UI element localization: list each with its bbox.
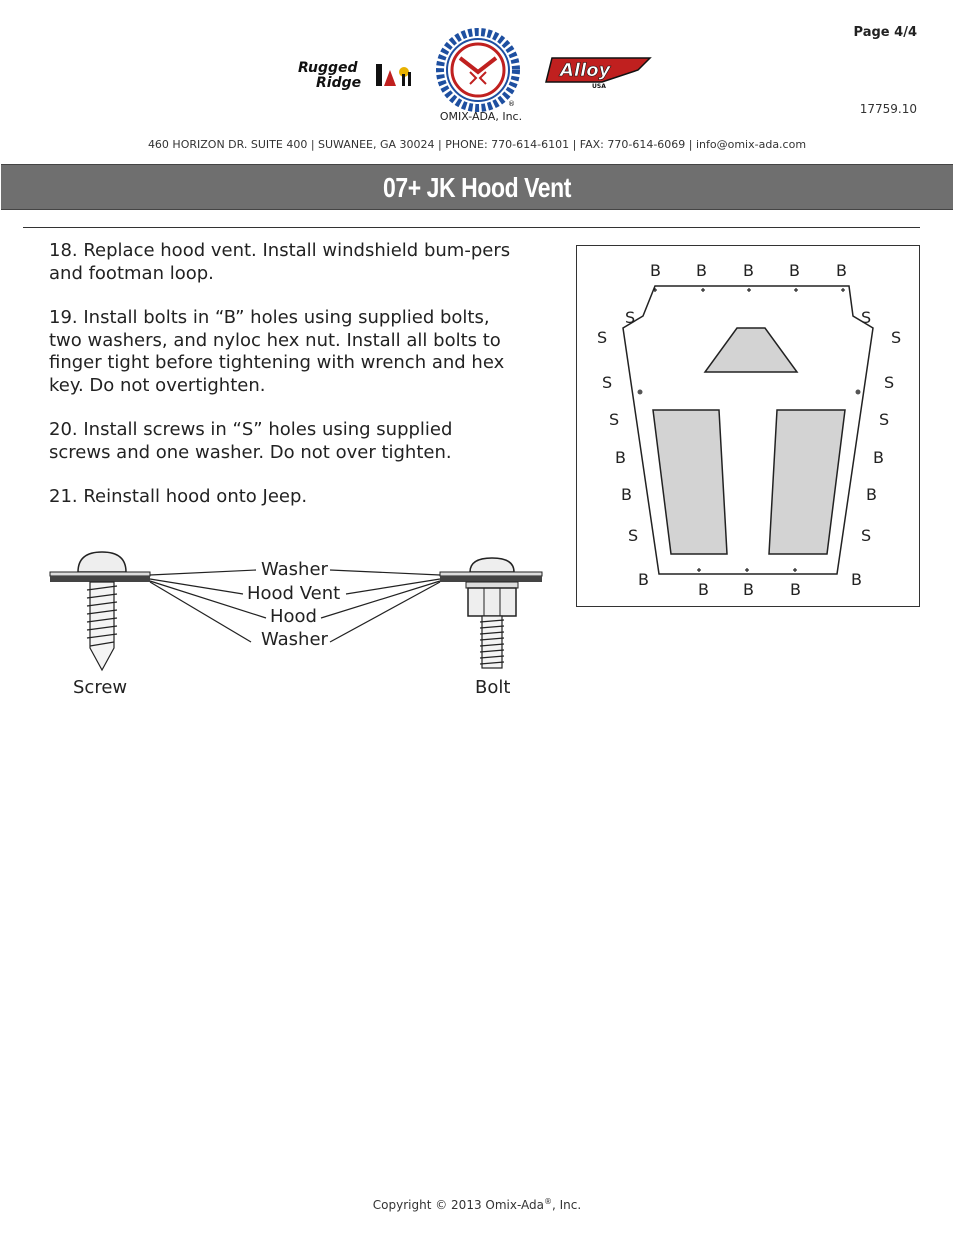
screw-hole-label: S xyxy=(628,526,639,545)
step-19: 19. Install bolts in “B” holes using supplied bolts, two washers, and nyloc hex nut. Install all bolts to finger tight before tightening with wrench and hex key. Do not overtighten. xyxy=(49,307,505,396)
alloy-word: Alloy xyxy=(560,60,611,81)
bolt-hole-label: B xyxy=(650,261,661,280)
company-address: 460 HORIZON DR. SUITE 400 | SUWANEE, GA 30024 | PHONE: 770-614-6101 | FAX: 770-614-6069 | info@omix-ada.com xyxy=(147,138,807,151)
screw-hole-label: S xyxy=(625,308,636,327)
page-number: Page 4/4 xyxy=(853,25,917,40)
bolt-hole-label: B xyxy=(621,485,632,504)
screw-hole-label: S xyxy=(861,308,872,327)
screw-hole-label: S xyxy=(861,526,872,545)
bolt-label: Bolt xyxy=(475,677,511,698)
rugged-ridge-logo-word-1: Rugged xyxy=(298,60,358,76)
screw-hole-label: S xyxy=(891,328,902,347)
alloy-usa-word: USA xyxy=(592,83,606,90)
svg-text:®: ® xyxy=(508,100,515,108)
bolt-hole-label: B xyxy=(873,448,884,467)
registered-mark: ® xyxy=(544,1197,553,1206)
bolt-hole-label: B xyxy=(790,580,801,599)
document-title: 07+ JK Hood Vent xyxy=(382,172,572,203)
bolt-hole-label: B xyxy=(866,485,877,504)
document-number: 17759.10 xyxy=(859,102,917,116)
washer-label-bottom: Washer xyxy=(261,629,328,650)
copyright-prefix: Copyright © 2013 Omix-Ada xyxy=(372,1198,545,1212)
step-21: 21. Reinstall hood onto Jeep. xyxy=(49,486,308,507)
rugged-ridge-logo-word-2: Ridge xyxy=(316,75,362,91)
fastener-stack-diagram xyxy=(40,548,560,708)
screw-hole-label: S xyxy=(597,328,608,347)
company-name: OMIX-ADA, Inc. xyxy=(439,110,523,123)
bolt-hole-label: B xyxy=(789,261,800,280)
screw-hole-label: S xyxy=(609,410,620,429)
copyright-suffix: , Inc. xyxy=(552,1198,582,1212)
bolt-hole-label: B xyxy=(696,261,707,280)
step-20: 20. Install screws in “S” holes using supplied screws and one washer. Do not over tighten. xyxy=(49,419,453,463)
hood-label: Hood xyxy=(270,606,317,627)
screw-hole-label: S xyxy=(884,373,895,392)
instruction-steps xyxy=(49,240,519,531)
divider xyxy=(23,227,920,228)
screw-hole-label: S xyxy=(879,410,890,429)
copyright xyxy=(0,1197,954,1212)
bolt-hole-label: B xyxy=(615,448,626,467)
title-bar xyxy=(1,164,953,210)
bolt-hole-label: B xyxy=(743,261,754,280)
hood-vent-label: Hood Vent xyxy=(247,583,341,604)
bolt-hole-label: B xyxy=(851,570,862,589)
bolt-hole-label: B xyxy=(836,261,847,280)
rugged-ridge-logo xyxy=(298,60,418,96)
washer-label: Washer xyxy=(261,559,328,580)
screw-label: Screw xyxy=(73,677,128,698)
hole-location-diagram xyxy=(576,245,920,607)
screw-hole-label: S xyxy=(602,373,613,392)
step-18: 18. Replace hood vent. Install windshield bum-pers and footman loop. xyxy=(49,240,511,284)
alloy-usa-logo xyxy=(542,52,652,92)
bolt-hole-label: B xyxy=(743,580,754,599)
bolt-hole-label: B xyxy=(638,570,649,589)
brand-logos xyxy=(290,28,670,128)
bolt-hole-label: B xyxy=(698,580,709,599)
